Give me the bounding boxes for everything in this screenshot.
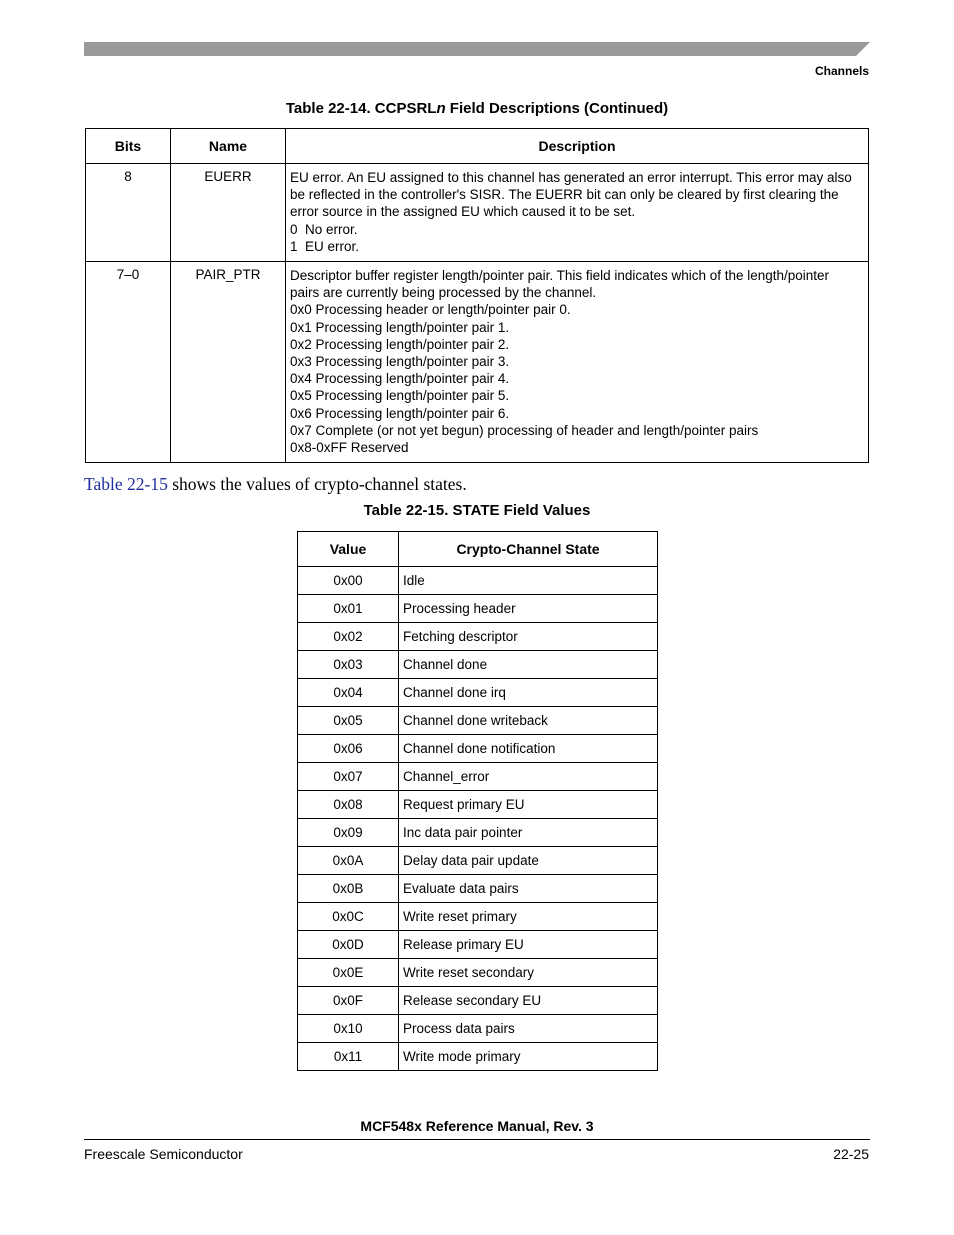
description-line: 0x8-0xFF Reserved <box>290 440 409 456</box>
footer-company: Freescale Semiconductor <box>84 1146 243 1162</box>
table-row <box>298 567 658 595</box>
table-row-euerr <box>86 164 869 262</box>
bits-cell: 8 <box>86 164 171 262</box>
description-line: Descriptor buffer register length/pointer pair. This field indicates which of the length/pointer <box>290 268 830 284</box>
value-cell: 0x0C <box>298 903 399 931</box>
state-cell: Fetching descriptor <box>399 623 658 651</box>
col-description-header: Description <box>286 129 869 164</box>
table-row <box>298 1043 658 1071</box>
table-row <box>298 763 658 791</box>
value-cell: 0x0F <box>298 987 399 1015</box>
table1-caption-prefix: Table 22-14. CCPSRL <box>285 100 437 117</box>
state-cell: Channel_error <box>399 763 658 791</box>
value-cell: 0x03 <box>298 651 399 679</box>
description-line: 0x3 Processing length/pointer pair 3. <box>290 354 510 370</box>
value-cell: 0x08 <box>298 791 399 819</box>
state-cell: Channel done notification <box>399 735 658 763</box>
col-name-header: Name <box>171 129 286 164</box>
table-row <box>298 651 658 679</box>
value-cell: 0x07 <box>298 763 399 791</box>
bits-cell: 7–0 <box>86 262 171 463</box>
footer-divider <box>84 1139 870 1140</box>
page-number: 22-25 <box>833 1146 869 1162</box>
state-cell: Release primary EU <box>399 931 658 959</box>
name-cell: EUERR <box>171 164 286 262</box>
value-cell: 0x11 <box>298 1043 399 1071</box>
field-descriptions-table <box>85 128 869 463</box>
table-row <box>298 707 658 735</box>
description-line: 0x6 Processing length/pointer pair 6. <box>290 405 510 421</box>
table1-caption-italic: n <box>436 100 446 117</box>
state-cell: Channel done irq <box>399 679 658 707</box>
state-cell: Write reset secondary <box>399 959 658 987</box>
table-row <box>298 819 658 847</box>
value-cell: 0x0E <box>298 959 399 987</box>
state-cell: Release secondary EU <box>399 987 658 1015</box>
value-cell: 0x01 <box>298 595 399 623</box>
state-cell: Evaluate data pairs <box>399 875 658 903</box>
description-line: error source in the assigned EU which caused it to be set. <box>290 204 636 220</box>
value-cell: 0x00 <box>298 567 399 595</box>
description-cell <box>286 164 869 262</box>
description-line: EU error. An EU assigned to this channel has generated an error interrupt. This error may also <box>290 170 852 185</box>
value-cell: 0x05 <box>298 707 399 735</box>
description-line: 0x4 Processing length/pointer pair 4. <box>290 371 510 387</box>
header-bar <box>84 42 870 56</box>
section-header: Channels <box>814 64 869 78</box>
state-cell: Channel done <box>399 651 658 679</box>
col-state-header: Crypto-Channel State <box>399 532 658 567</box>
table-row <box>298 875 658 903</box>
intro-paragraph <box>84 474 467 495</box>
value-cell: 0x0B <box>298 875 399 903</box>
state-cell: Delay data pair update <box>399 847 658 875</box>
value-cell: 0x06 <box>298 735 399 763</box>
value-cell: 0x04 <box>298 679 399 707</box>
table-row <box>298 987 658 1015</box>
table2-body <box>298 567 658 1071</box>
value-cell: 0x0A <box>298 847 399 875</box>
description-line: 0x7 Complete (or not yet begun) processing of header and length/pointer pairs <box>290 422 759 438</box>
table-row-pair-ptr <box>86 262 869 463</box>
description-line: 0x0 Processing header or length/pointer pair 0. <box>290 302 571 318</box>
table2-header-row <box>298 532 658 567</box>
description-line: 0x2 Processing length/pointer pair 2. <box>290 336 510 352</box>
col-bits-header: Bits <box>86 129 171 164</box>
state-cell: Write reset primary <box>399 903 658 931</box>
table-row <box>298 595 658 623</box>
table-row <box>298 1015 658 1043</box>
value-cell: 0x0D <box>298 931 399 959</box>
name-cell: PAIR_PTR <box>171 262 286 463</box>
table-row <box>298 735 658 763</box>
description-line: be reflected in the controller's SISR. The EUERR bit can only be cleared by first clearing the <box>290 187 839 203</box>
state-cell: Processing header <box>399 595 658 623</box>
table-row <box>298 847 658 875</box>
state-field-values-table <box>297 531 658 1071</box>
description-line: 1 EU error. <box>290 238 360 254</box>
table-22-15-link[interactable]: Table 22-15 <box>84 474 168 494</box>
state-cell: Process data pairs <box>399 1015 658 1043</box>
table1-caption-suffix: Field Descriptions (Continued) <box>445 100 669 117</box>
col-value-header: Value <box>298 532 399 567</box>
table-row <box>298 679 658 707</box>
value-cell: 0x10 <box>298 1015 399 1043</box>
table-row <box>298 931 658 959</box>
state-cell: Channel done writeback <box>399 707 658 735</box>
value-cell: 0x09 <box>298 819 399 847</box>
description-line: 0x5 Processing length/pointer pair 5. <box>290 388 510 404</box>
value-cell: 0x02 <box>298 623 399 651</box>
description-line: 0x1 Processing length/pointer pair 1. <box>290 319 510 335</box>
table-row <box>298 791 658 819</box>
description-line: pairs are currently being processed by the channel. <box>290 285 597 301</box>
footer-title: MCF548x Reference Manual, Rev. 3 <box>360 1118 594 1134</box>
table2-caption: Table 22-15. STATE Field Values <box>363 502 591 519</box>
state-cell: Idle <box>399 567 658 595</box>
description-line: 0 No error. <box>290 221 358 237</box>
table1-header-row <box>86 129 869 164</box>
table-row <box>298 623 658 651</box>
state-cell: Request primary EU <box>399 791 658 819</box>
description-cell <box>286 262 869 463</box>
intro-text: shows the values of crypto-channel states. <box>167 474 467 494</box>
table-row <box>298 903 658 931</box>
state-cell: Write mode primary <box>399 1043 658 1071</box>
state-cell: Inc data pair pointer <box>399 819 658 847</box>
table1-caption <box>0 100 954 117</box>
table-row <box>298 959 658 987</box>
